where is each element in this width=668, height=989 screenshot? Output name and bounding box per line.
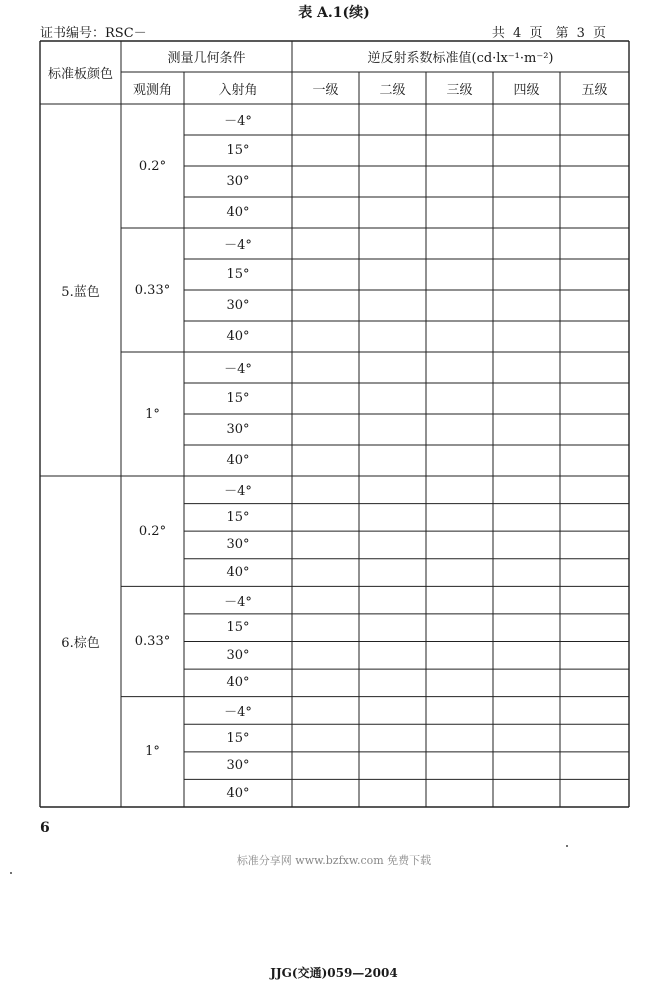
incidence-angle: 15° xyxy=(226,730,250,746)
incidence-angle: 30° xyxy=(226,298,250,313)
page-number: 6 xyxy=(40,820,50,836)
document-footer: JJG(交通)059—2004 xyxy=(270,966,398,980)
incidence-angle: 15° xyxy=(226,509,250,525)
header-grade: 三级 xyxy=(446,82,473,98)
incidence-angle: －4° xyxy=(224,362,252,377)
incidence-angle: 40° xyxy=(226,565,250,581)
header-color-column: 标准板颜色 xyxy=(47,67,113,82)
incidence-angle: 40° xyxy=(226,329,250,344)
incidence-angle: 40° xyxy=(226,675,250,691)
observation-angle: 0.33° xyxy=(134,282,171,298)
color-label: 6.棕色 xyxy=(61,636,100,651)
incidence-angle: 30° xyxy=(226,758,250,774)
header-standard-values: 逆反射系数标准值(cd·lx⁻¹·m⁻²) xyxy=(367,51,554,66)
header-grade: 二级 xyxy=(379,82,406,98)
certificate-number: 证书编号：RSC－ xyxy=(40,26,147,41)
incidence-angle: 15° xyxy=(226,391,250,406)
incidence-angle: 30° xyxy=(226,422,250,437)
incidence-angle: －4° xyxy=(224,238,252,253)
header-geometry: 测量几何条件 xyxy=(167,51,246,66)
incidence-angle: －4° xyxy=(224,484,252,500)
observation-angle: 0.2° xyxy=(138,523,167,539)
page-info: 共 4 页 第 3 页 xyxy=(491,26,606,41)
incidence-angle: －4° xyxy=(224,594,252,610)
watermark: 标准分享网 www.bzfxw.com 免费下载 xyxy=(236,854,432,867)
incidence-angle: 40° xyxy=(226,453,250,468)
incidence-angle: 40° xyxy=(226,205,250,220)
incidence-angle: 15° xyxy=(226,267,250,282)
incidence-angle: 15° xyxy=(226,143,250,158)
scan-speck xyxy=(566,845,568,847)
scan-speck xyxy=(10,872,12,874)
observation-angle: 0.33° xyxy=(134,633,171,649)
header-grade: 五级 xyxy=(581,82,608,98)
incidence-angle: －4° xyxy=(224,114,252,129)
incidence-angle: 15° xyxy=(226,620,250,636)
header-observation-angle: 观测角 xyxy=(132,82,172,98)
color-label: 5.蓝色 xyxy=(61,284,100,300)
incidence-angle: 30° xyxy=(226,647,250,663)
observation-angle: 0.2° xyxy=(138,158,167,174)
table-title: 表 A.1(续) xyxy=(298,5,370,21)
observation-angle: 1° xyxy=(145,744,160,760)
observation-angle: 1° xyxy=(145,406,160,422)
incidence-angle: 30° xyxy=(226,537,250,553)
header-grade: 一级 xyxy=(312,82,339,98)
incidence-angle: 40° xyxy=(226,785,250,801)
incidence-angle: 30° xyxy=(226,174,250,189)
incidence-angle: －4° xyxy=(224,704,252,720)
header-grade: 四级 xyxy=(513,82,540,98)
header-incidence-angle: 入射角 xyxy=(218,82,258,98)
